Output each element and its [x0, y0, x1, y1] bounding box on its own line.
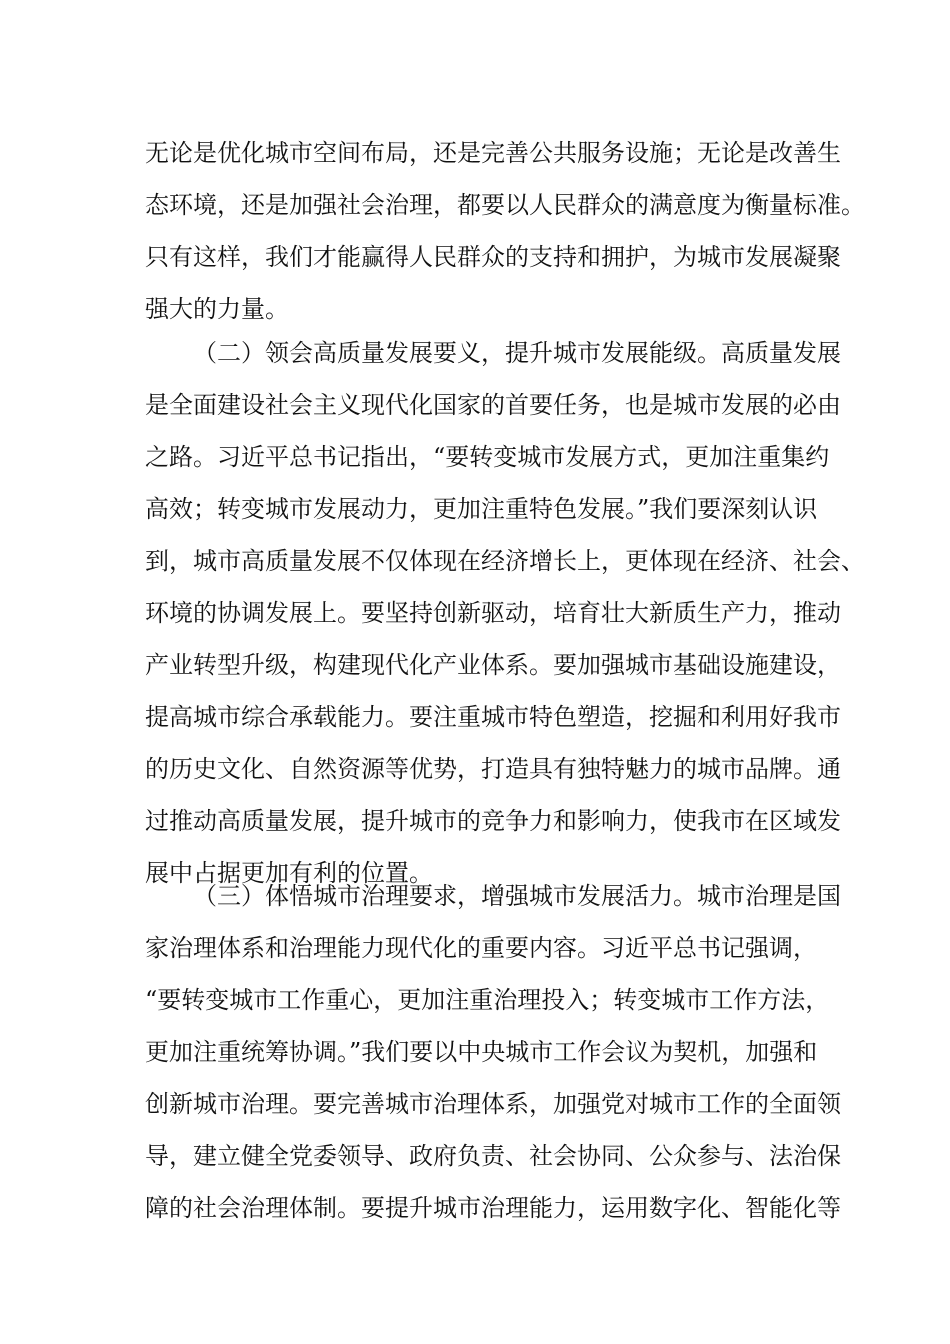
text-line: 提高城市综合承载能力。要注重城市特色塑造，挖掘和利用好我市 [145, 703, 841, 731]
text-line: 展中占据更加有利的位置。 [145, 859, 433, 887]
text-line: 环境的协调发展上。要坚持创新驱动，培育壮大新质生产力，推动 [145, 599, 841, 627]
text-line: 是全面建设社会主义现代化国家的首要任务，也是城市发展的必由 [145, 391, 841, 419]
text-line: 高效；转变城市发展动力，更加注重特色发展。”我们要深刻认识 [145, 495, 818, 523]
text-line: 之路。习近平总书记指出，“要转变城市发展方式，更加注重集约 [145, 443, 830, 471]
text-line: 更加注重统筹协调。”我们要以中央城市工作会议为契机，加强和 [145, 1038, 818, 1066]
text-line: 只有这样，我们才能赢得人民群众的支持和拥护，为城市发展凝聚 [145, 243, 841, 271]
text-line: 产业转型升级，构建现代化产业体系。要加强城市基础设施建设， [145, 651, 841, 679]
paragraph-2 [145, 327, 865, 899]
text-line: 到，城市高质量发展不仅体现在经济增长上，更体现在经济、社会、 [145, 547, 865, 575]
text-line: 态环境，还是加强社会治理，都要以人民群众的满意度为衡量标准。 [145, 191, 865, 219]
text-line: 障的社会治理体制。要提升城市治理能力，运用数字化、智能化等 [145, 1194, 841, 1222]
text-line: 的历史文化、自然资源等优势，打造具有独特魅力的城市品牌。通 [145, 755, 841, 783]
paragraph-3 [145, 870, 841, 1234]
text-line: 家治理体系和治理能力现代化的重要内容。习近平总书记强调， [145, 934, 817, 962]
section-heading-line: （三）体悟城市治理要求，增强城市发展活力。城市治理是国 [193, 882, 841, 910]
text-line: 无论是优化城市空间布局，还是完善公共服务设施；无论是改善生 [145, 139, 841, 167]
text-line: 创新城市治理。要完善城市治理体系，加强党对城市工作的全面领 [145, 1090, 841, 1118]
text-line: 导，建立健全党委领导、政府负责、社会协同、公众参与、法治保 [145, 1142, 841, 1170]
paragraph-1 [145, 127, 865, 335]
text-line: 过推动高质量发展，提升城市的竞争力和影响力，使我市在区域发 [145, 807, 841, 835]
section-heading-line: （二）领会高质量发展要义，提升城市发展能级。高质量发展 [193, 339, 841, 367]
text-line: “要转变城市工作重心，更加注重治理投入；转变城市工作方法， [145, 986, 830, 1014]
text-line: 强大的力量。 [145, 295, 289, 323]
